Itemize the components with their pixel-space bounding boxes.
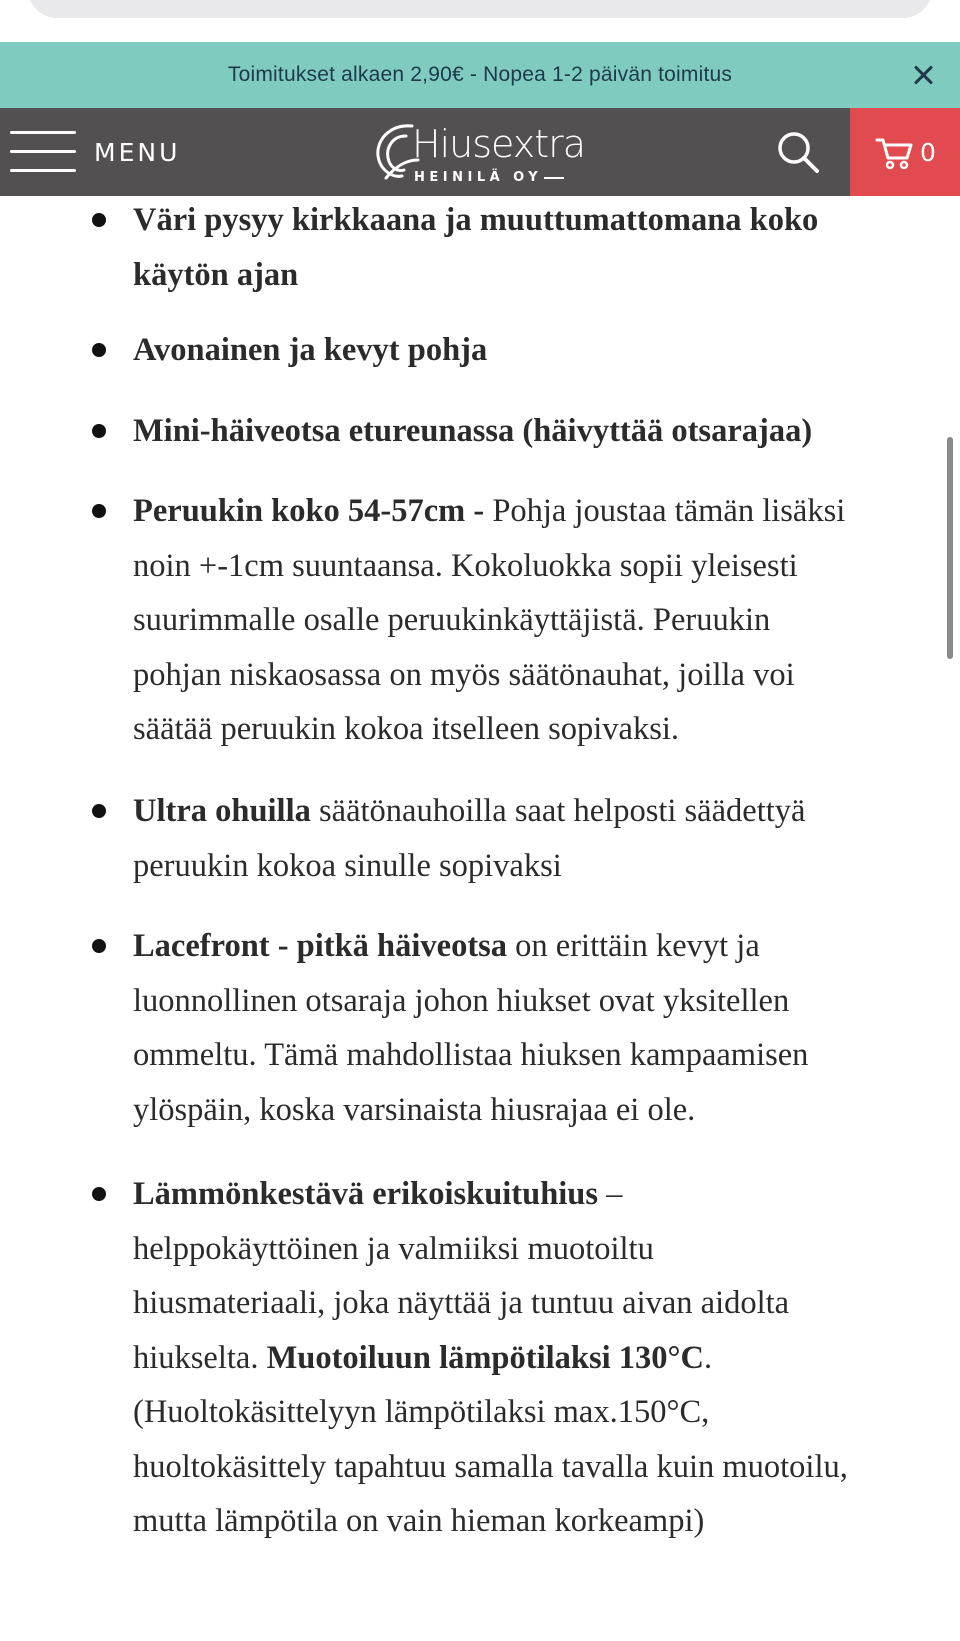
feature-title-cont: käytön ajan <box>133 256 299 293</box>
bullet-dot <box>92 504 106 518</box>
feature-text: peruukin kokoa sinulle sopivaksi <box>133 847 562 884</box>
feature-title: Lämmönkestävä erikoiskuituhius <box>133 1176 599 1212</box>
search-icon[interactable] <box>774 128 822 176</box>
menu-label: MENU <box>94 137 181 167</box>
feature-title: Mini-häiveotsa etureunassa (häivyttää otsarajaa) <box>133 413 813 449</box>
feature-title: Ultra ohuilla <box>133 793 311 829</box>
feature-title: Väri pysyy kirkkaana ja muuttumattomana koko <box>133 202 819 238</box>
bullet-dot <box>92 213 106 227</box>
hamburger-icon <box>10 129 76 175</box>
site-header <box>0 108 960 196</box>
logo-wordmark: Hiusextra <box>412 122 586 166</box>
feature-title: Avonainen ja kevyt pohja <box>133 332 488 368</box>
cart-icon <box>874 132 914 172</box>
feature-text: säätää peruukin kokoa itselleen sopivaksi. <box>133 711 680 747</box>
promo-text: Toimitukset alkaen 2,90€ - Nopea 1-2 päivän toimitus <box>227 63 733 86</box>
cart-button[interactable] <box>850 108 960 196</box>
feature-text: – <box>598 1176 623 1212</box>
feature-title: Peruukin koko 54-57cm - <box>133 493 493 529</box>
feature-text: Pohja joustaa tämän lisäksi <box>492 493 846 529</box>
feature-text: . <box>703 1339 713 1376</box>
site-logo[interactable] <box>372 118 592 188</box>
feature-text: on erittäin kevyt ja <box>507 928 760 964</box>
feature-text: hiukselta. <box>133 1339 267 1376</box>
feature-text: luonnollinen otsaraja johon hiukset ovat yksitellen <box>133 982 790 1019</box>
bullet-dot <box>92 424 106 438</box>
feature-text: suurimmalle osalle peruukinkäyttäjistä. Peruukin <box>133 602 771 638</box>
bullet-dot <box>92 1187 106 1201</box>
logo-sub-text: HEINILÄ OY <box>414 170 543 185</box>
feature-text: noin +-1cm suuntaansa. Kokoluokka sopii yleisesti <box>133 547 798 584</box>
feature-text: pohjan niskaosassa on myös säätönauhat, joilla voi <box>133 656 795 693</box>
feature-text: ommeltu. Tämä mahdollistaa hiuksen kampaamisen <box>133 1037 809 1073</box>
feature-text: ylöspäin, koska varsinaista hiusrajaa ei ole. <box>133 1091 696 1128</box>
feature-text: mutta lämpötila on vain hieman korkeampi) <box>133 1503 705 1539</box>
promo-banner <box>0 42 960 108</box>
feature-highlight: Muotoiluun lämpötilaksi 130°C <box>266 1339 704 1376</box>
feature-text: hiusmateriaali, joka näyttää ja tuntuu aivan aidolta <box>133 1285 790 1321</box>
bullet-dot <box>92 804 106 818</box>
feature-title: Lacefront - pitkä häiveotsa <box>133 928 508 964</box>
logo-sub-line <box>544 177 564 179</box>
feature-text: helppokäyttöinen ja valmiiksi muotoiltu <box>133 1230 654 1267</box>
feature-text: säätönauhoilla saat helposti säädettyä <box>310 793 806 829</box>
menu-button[interactable] <box>10 108 180 196</box>
browser-address-bar[interactable] <box>28 0 932 18</box>
feature-text: huoltokäsittely tapahtuu samalla tavalla kuin muotoilu, <box>133 1448 848 1485</box>
feature-text: (Huoltokäsittelyyn lämpötilaksi max.150°C, <box>133 1394 710 1430</box>
bullet-dot <box>92 939 106 953</box>
close-icon[interactable] <box>912 64 934 86</box>
browser-top-strip <box>0 0 960 42</box>
bullet-dot <box>92 343 106 357</box>
cart-count: 0 <box>920 137 936 167</box>
page-scrollbar[interactable] <box>947 437 953 659</box>
logo-subtitle <box>414 170 564 185</box>
